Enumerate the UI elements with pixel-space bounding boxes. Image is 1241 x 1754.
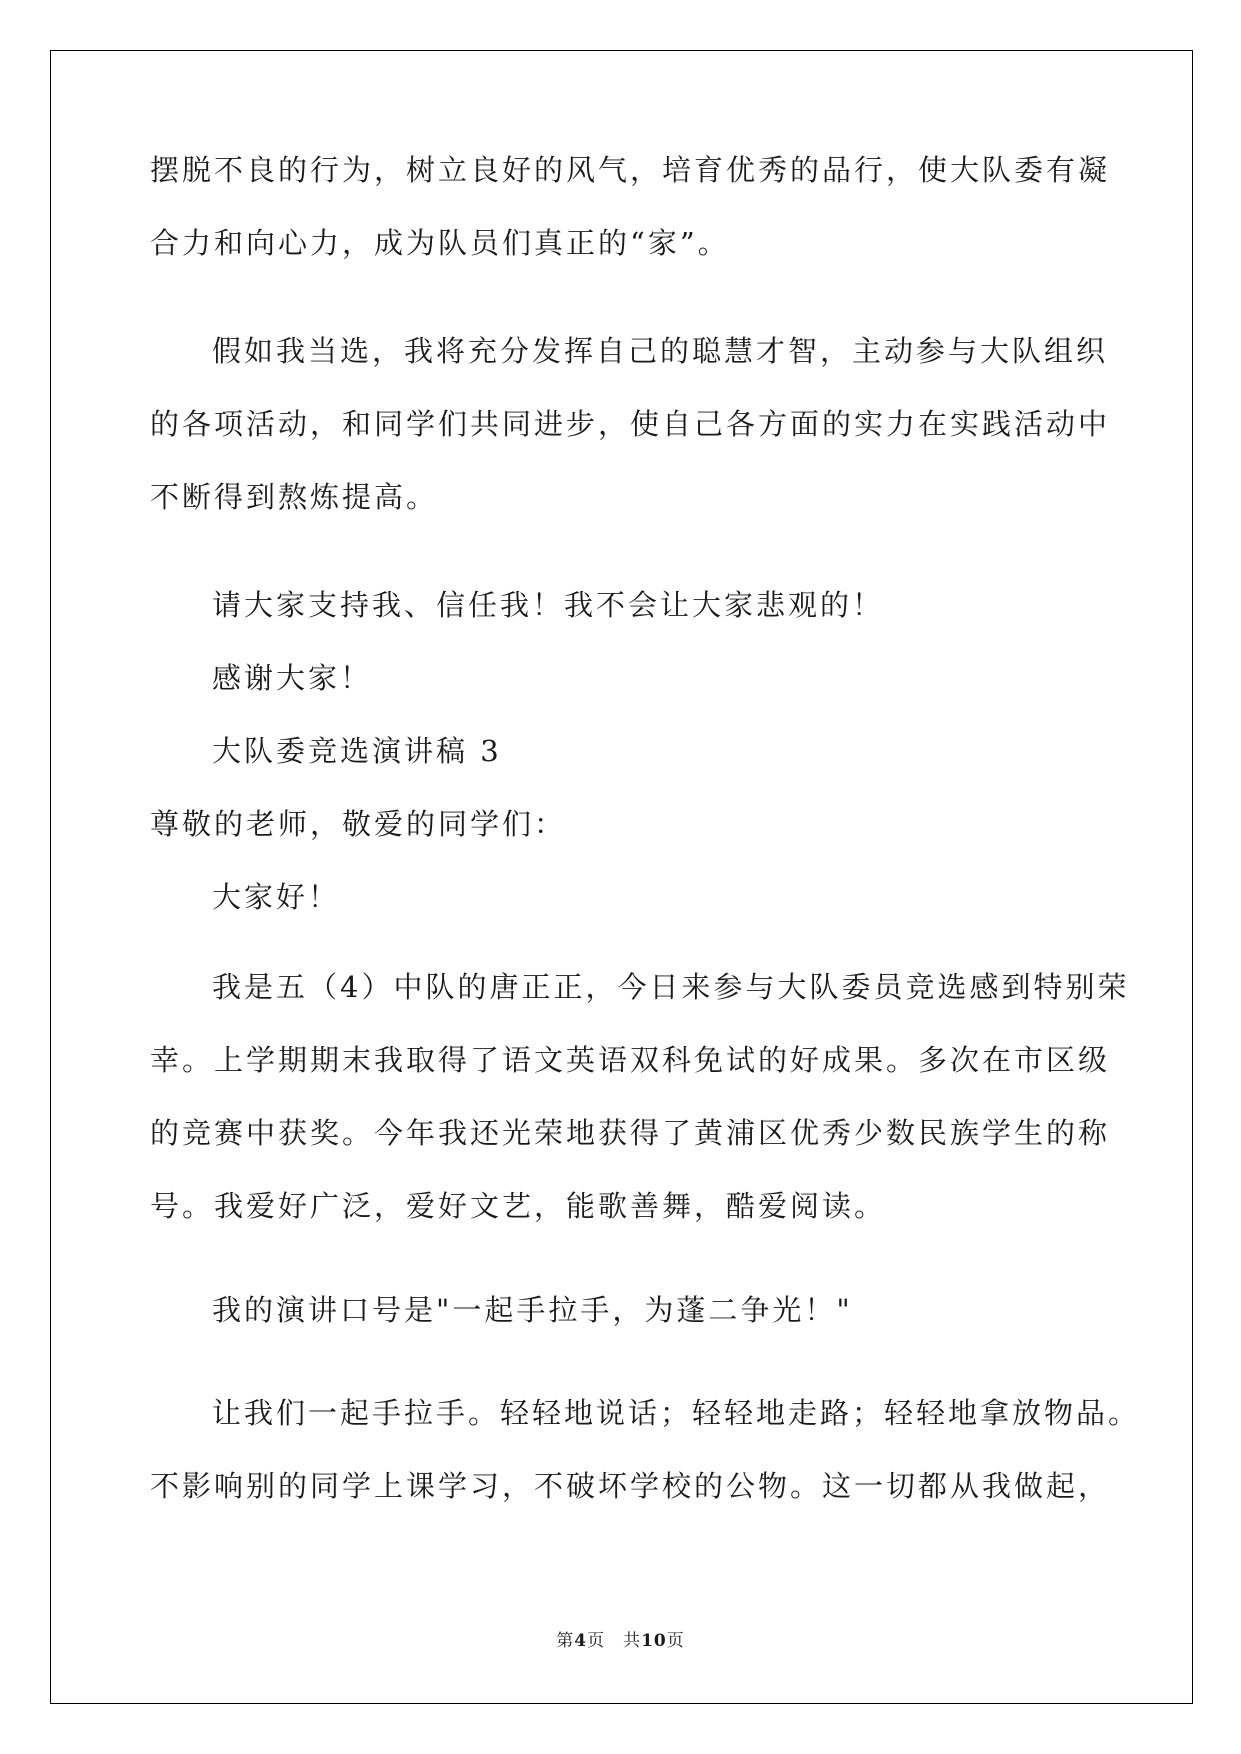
footer-mid: 页 共 (587, 1631, 642, 1651)
section-title: 大队委竞选演讲稿 3 (212, 734, 502, 768)
footer-prefix: 第 (556, 1631, 575, 1651)
text-line: 摆脱不良的行为，树立良好的风气，培育优秀的品行，使大队委有凝 (150, 153, 1111, 187)
greeting: 大家好！ (212, 880, 341, 914)
text-line: 我是五（4）中队的唐正正，今日来参与大队委员竞选感到特别荣 (212, 970, 1130, 1004)
footer-total-pages: 10 (641, 1631, 667, 1651)
text-line: 假如我当选，我将充分发挥自己的聪慧才智，主动参与大队组织 (212, 334, 1109, 368)
text-line: 请大家支持我、信任我！我不会让大家悲观的！ (212, 588, 885, 622)
text-line: 我的演讲口号是"一起手拉手，为蓬二争光！" (212, 1293, 853, 1327)
page-footer (0, 1626, 1241, 1651)
text-line: 让我们一起手拉手。轻轻地说话；轻轻地走路；轻轻地拿放物品。 (212, 1396, 1141, 1430)
footer-page-number: 4 (574, 1631, 588, 1651)
text-line: 合力和向心力，成为队员们真正的“家”。 (150, 226, 730, 260)
text-line: 的各项活动，和同学们共同进步，使自己各方面的实力在实践活动中 (150, 407, 1111, 441)
salutation: 尊敬的老师，敬爱的同学们： (150, 807, 567, 841)
text-line: 感谢大家！ (212, 661, 373, 695)
text-line: 号。我爱好广泛，爱好文艺，能歌善舞，酷爱阅读。 (150, 1189, 887, 1223)
text-line: 不断得到熬炼提高。 (150, 480, 439, 514)
text-line: 不影响别的同学上课学习，不破坏学校的公物。这一切都从我做起， (150, 1469, 1111, 1503)
text-line: 的竞赛中获奖。今年我还光荣地获得了黄浦区优秀少数民族学生的称 (150, 1116, 1111, 1150)
footer-suffix: 页 (666, 1631, 685, 1651)
text-line: 幸。上学期期末我取得了语文英语双科免试的好成果。多次在市区级 (150, 1043, 1111, 1077)
